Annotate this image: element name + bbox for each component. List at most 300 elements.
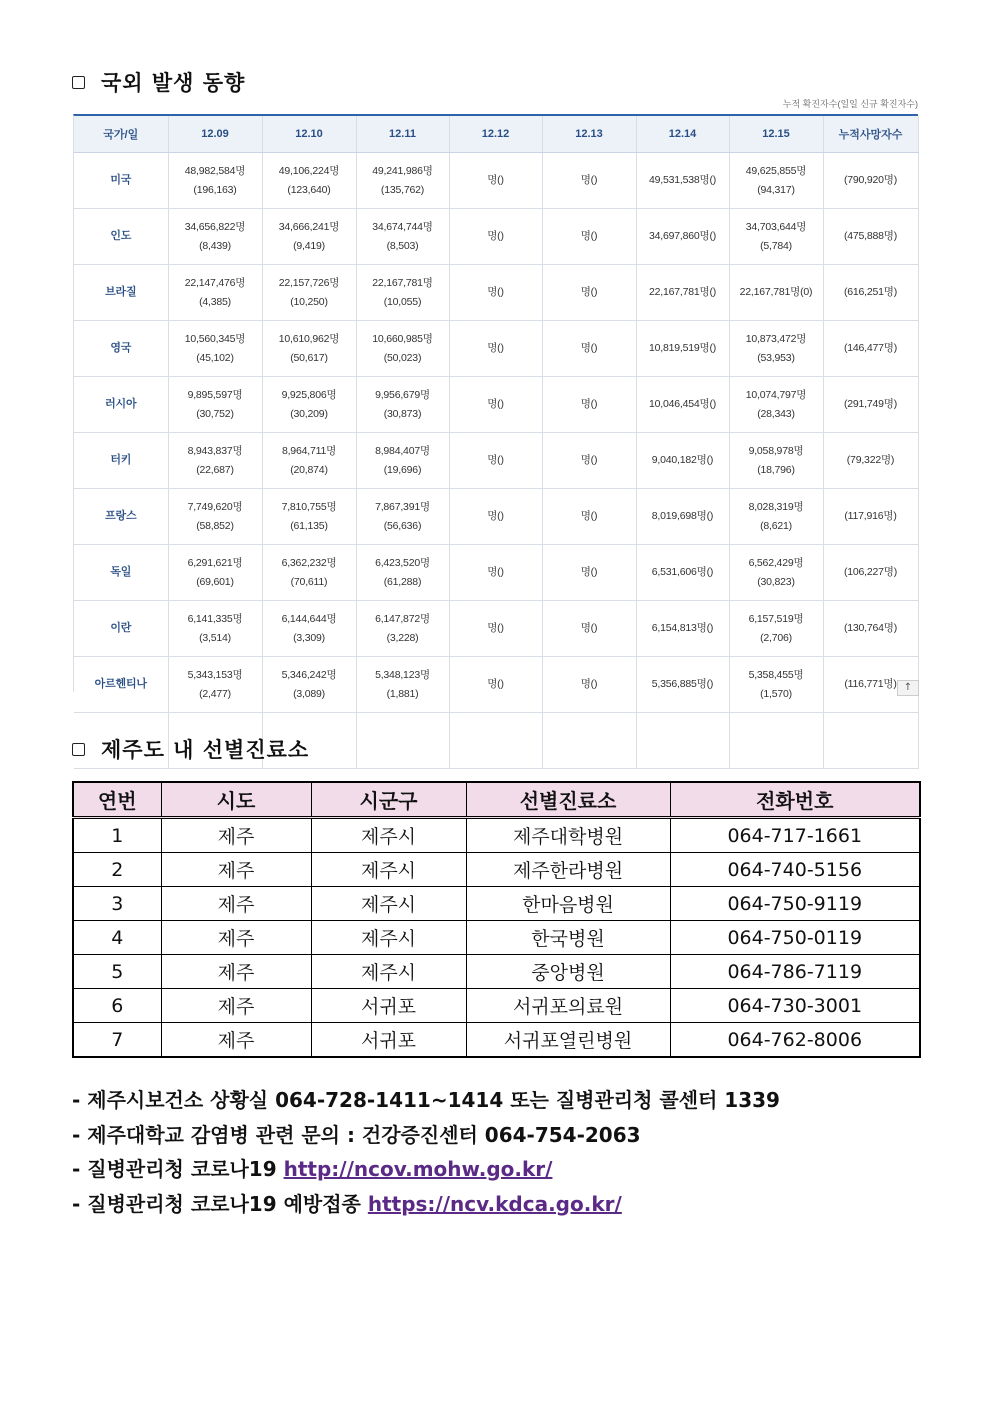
daily-value: (10,055) [383, 295, 422, 308]
cumulative-value: 5,348,123명 [375, 668, 430, 681]
data-cell [542, 545, 636, 601]
cumulative-value: (116,771명) [844, 678, 897, 690]
daily-value: (69,601) [196, 575, 234, 588]
clinics-table [72, 781, 921, 1058]
cumulative-value: 5,346,242명 [281, 668, 337, 681]
province: 제주 [161, 921, 311, 955]
cumulative-value: 9,058,978명 [748, 444, 804, 457]
cumulative-value: 6,144,644명 [281, 612, 337, 625]
cumulative-value: 9,895,597명 [187, 388, 243, 401]
phone-number: 064-750-0119 [670, 921, 920, 955]
daily-value: (3,309) [293, 631, 325, 644]
info-line-vaccine-label: - 질병관리청 코로나19 예방접종 [72, 1192, 368, 1216]
country-cell: 이란 [74, 601, 168, 657]
data-cell [542, 601, 636, 657]
data-cell [823, 713, 918, 769]
cumulative-value: 34,674,744명 [372, 220, 433, 233]
cumulative-value: 8,028,319명 [748, 500, 804, 513]
info-line-ncov-label: - 질병관리청 코로나19 [72, 1157, 284, 1181]
daily-value: (50,617) [290, 351, 328, 364]
country-cell: 미국 [74, 153, 168, 209]
cumulative-value: 8,943,837명 [187, 444, 243, 457]
data-cell [636, 153, 729, 209]
info-line-health-center: - 제주시보건소 상황실 064-728-1411~1414 또는 질병관리청 콜센터 1339 [72, 1088, 780, 1112]
cumulative-value: (117,916명) [844, 510, 897, 522]
data-cell [636, 545, 729, 601]
data-cell [356, 321, 449, 377]
daily-value: (70,611) [290, 575, 328, 588]
cumulative-value: 22,167,781명() [648, 286, 717, 298]
cumulative-value: 5,358,455명 [748, 668, 804, 681]
row-number: 7 [73, 1023, 161, 1058]
data-cell [356, 209, 449, 265]
overseas-heading-text: 국외 발생 동향 [101, 71, 246, 95]
cumulative-value: 명() [580, 622, 598, 634]
city: 제주시 [311, 921, 466, 955]
daily-value: (20,874) [290, 463, 328, 476]
cumulative-value: 10,046,454명() [648, 398, 717, 410]
cumulative-value: 10,074,797명 [745, 388, 807, 401]
cumulative-value: 34,656,822명 [184, 220, 246, 233]
row-number: 1 [73, 818, 161, 853]
column-header: 12.15 [729, 116, 823, 153]
daily-value: (5,784) [760, 239, 792, 252]
row-number: 4 [73, 921, 161, 955]
data-cell [262, 433, 356, 489]
cumulative-value: (79,322명) [846, 454, 895, 466]
table-row [73, 955, 920, 989]
data-cell [636, 209, 729, 265]
country-cell: 터키 [74, 433, 168, 489]
cumulative-value: 명() [487, 678, 504, 690]
data-cell [262, 265, 356, 321]
cumulative-value: 8,984,407명 [375, 444, 430, 457]
overseas-table-container[interactable] [73, 114, 918, 700]
clinic-name: 한국병원 [466, 921, 670, 955]
data-cell [636, 433, 729, 489]
cumulative-value: 명() [487, 342, 504, 354]
data-cell [542, 657, 636, 713]
cumulative-value: (106,227명) [843, 566, 898, 578]
cumulative-value: 10,819,519명() [648, 342, 717, 354]
table-row [74, 153, 918, 209]
clinics-heading-text: 제주도 내 선별진료소 [101, 738, 310, 762]
data-cell [729, 153, 823, 209]
daily-value: (10,250) [290, 295, 328, 308]
data-cell [542, 713, 636, 769]
daily-value: (22,687) [196, 463, 234, 476]
data-cell [449, 377, 542, 433]
row-number: 2 [73, 853, 161, 887]
daily-value: (30,823) [757, 575, 795, 588]
data-cell [823, 377, 918, 433]
cumulative-value: 명() [580, 286, 598, 298]
data-cell [168, 657, 262, 713]
data-cell [823, 433, 918, 489]
clinic-name: 제주한라병원 [466, 853, 670, 887]
daily-value: (30,873) [383, 407, 422, 420]
row-number: 5 [73, 955, 161, 989]
column-header: 12.14 [636, 116, 729, 153]
daily-value: (61,288) [383, 575, 422, 588]
country-cell: 브라질 [74, 265, 168, 321]
data-cell [729, 657, 823, 713]
data-cell [823, 153, 918, 209]
cumulative-value: (130,764명) [843, 622, 898, 634]
cumulative-value: 10,660,985명 [372, 332, 433, 345]
data-cell [262, 657, 356, 713]
table-row [74, 377, 918, 433]
city: 제주시 [311, 853, 466, 887]
cumulative-value: 5,343,153명 [187, 668, 243, 681]
cumulative-value: 5,356,885명() [651, 678, 714, 690]
cumulative-value: 49,531,538명() [648, 174, 717, 186]
clinic-name: 중앙병원 [466, 955, 670, 989]
daily-value: (8,439) [199, 239, 231, 252]
cumulative-value: 22,147,476명 [184, 276, 246, 289]
unit-note: 누적 확진자수(일일 신규 확진자수) [782, 99, 918, 109]
table-row [73, 887, 920, 921]
cumulative-value: 9,956,679명 [375, 388, 430, 401]
country-cell: 인도 [74, 209, 168, 265]
table-row [73, 853, 920, 887]
daily-value: (28,343) [757, 407, 795, 420]
data-cell [636, 601, 729, 657]
scroll-top-button[interactable] [897, 680, 919, 696]
table-row [74, 545, 918, 601]
data-cell [636, 713, 729, 769]
table-row [74, 601, 918, 657]
data-cell [823, 209, 918, 265]
column-header: 시도 [161, 782, 311, 818]
daily-value: (19,696) [383, 463, 422, 476]
cumulative-value: 명() [487, 230, 504, 242]
clinics-header-row [73, 782, 920, 818]
column-header: 선별진료소 [466, 782, 670, 818]
daily-value: (1,570) [760, 687, 792, 700]
data-cell [636, 657, 729, 713]
data-cell [823, 489, 918, 545]
column-header: 시군구 [311, 782, 466, 818]
cumulative-value: 22,157,726명 [278, 276, 340, 289]
data-cell [356, 377, 449, 433]
phone-number: 064-786-7119 [670, 955, 920, 989]
daily-value: (3,514) [199, 631, 231, 644]
data-cell [449, 713, 542, 769]
data-cell [729, 601, 823, 657]
table-row [73, 921, 920, 955]
cumulative-value: 34,697,860명() [648, 230, 717, 242]
data-cell [262, 489, 356, 545]
cumulative-value: 10,873,472명 [745, 332, 807, 345]
daily-value: (123,640) [287, 183, 331, 196]
cumulative-value: 6,141,335명 [187, 612, 243, 625]
data-cell [542, 377, 636, 433]
cumulative-value: (475,888명) [843, 230, 898, 242]
data-cell [542, 209, 636, 265]
clinic-name: 서귀포의료원 [466, 989, 670, 1023]
cumulative-value: 22,167,781명(0) [739, 286, 813, 298]
data-cell [449, 153, 542, 209]
column-header: 연번 [73, 782, 161, 818]
daily-value: (94,317) [757, 183, 795, 196]
cumulative-value: 22,167,781명 [372, 276, 433, 289]
cumulative-value: 명() [487, 622, 504, 634]
data-cell [542, 265, 636, 321]
checkbox-icon [72, 76, 85, 89]
cumulative-value: 6,154,813명() [651, 622, 714, 634]
cumulative-value: 명() [487, 454, 504, 466]
cumulative-value: 명() [580, 230, 598, 242]
cumulative-value: 명() [580, 398, 598, 410]
data-cell [542, 489, 636, 545]
cumulative-value: 6,291,621명 [187, 556, 243, 569]
info-line-university: - 제주대학교 감염병 관련 문의 : 건강증진센터 064-754-2063 [72, 1123, 641, 1147]
clinic-name: 서귀포열린병원 [466, 1023, 670, 1058]
cumulative-value: 명() [580, 678, 598, 690]
cumulative-value: (790,920명) [843, 174, 898, 186]
overseas-header-row [74, 116, 918, 153]
cumulative-value: 6,157,519명 [748, 612, 804, 625]
cumulative-value: (146,477명) [843, 342, 898, 354]
daily-value: (1,881) [386, 687, 419, 700]
data-cell [449, 433, 542, 489]
daily-value: (3,089) [293, 687, 325, 700]
data-cell [823, 321, 918, 377]
province: 제주 [161, 853, 311, 887]
data-cell [449, 265, 542, 321]
row-number: 3 [73, 887, 161, 921]
cumulative-value: 10,610,962명 [278, 332, 340, 345]
data-cell [262, 321, 356, 377]
arrow-up-icon: ↑ [903, 682, 913, 693]
daily-value: (8,621) [760, 519, 792, 532]
data-cell [449, 209, 542, 265]
overseas-heading [72, 67, 245, 97]
data-cell [449, 545, 542, 601]
data-cell [262, 601, 356, 657]
phone-number: 064-740-5156 [670, 853, 920, 887]
province: 제주 [161, 818, 311, 853]
country-cell: 독일 [74, 545, 168, 601]
province: 제주 [161, 989, 311, 1023]
data-cell [636, 321, 729, 377]
table-row [74, 209, 918, 265]
table-row [74, 265, 918, 321]
data-cell [823, 265, 918, 321]
table-row [73, 989, 920, 1023]
data-cell [262, 209, 356, 265]
column-header: 12.12 [449, 116, 542, 153]
data-cell [729, 377, 823, 433]
cumulative-value: 9,040,182명() [651, 454, 714, 466]
table-row [74, 657, 918, 713]
phone-number: 064-762-8006 [670, 1023, 920, 1058]
city: 제주시 [311, 887, 466, 921]
province: 제주 [161, 1023, 311, 1058]
table-row [74, 489, 918, 545]
cumulative-value: 명() [580, 174, 598, 186]
column-header: 12.11 [356, 116, 449, 153]
data-cell [356, 601, 449, 657]
data-cell [168, 433, 262, 489]
checkbox-icon [72, 743, 85, 756]
daily-value: (53,953) [757, 351, 795, 364]
column-header: 누적사망자수 [823, 116, 918, 153]
cumulative-value: 명() [487, 286, 504, 298]
province: 제주 [161, 955, 311, 989]
cumulative-value: 명() [487, 174, 504, 186]
daily-value: (4,385) [199, 295, 231, 308]
data-cell [729, 545, 823, 601]
data-cell [729, 209, 823, 265]
clinics-heading [72, 734, 309, 764]
table-row [73, 818, 920, 853]
phone-number: 064-750-9119 [670, 887, 920, 921]
data-cell [542, 321, 636, 377]
data-cell [729, 265, 823, 321]
daily-value: (8,503) [386, 239, 419, 252]
phone-number: 064-717-1661 [670, 818, 920, 853]
cumulative-value: 10,560,345명 [184, 332, 246, 345]
cumulative-value: 6,562,429명 [748, 556, 804, 569]
cumulative-value: 49,241,986명 [372, 164, 433, 177]
data-cell [356, 433, 449, 489]
data-cell [542, 433, 636, 489]
data-cell [729, 713, 823, 769]
cumulative-value: (616,251명) [843, 286, 898, 298]
clinic-name: 제주대학병원 [466, 818, 670, 853]
cumulative-value: 7,810,755명 [281, 500, 337, 513]
daily-value: (2,477) [199, 687, 231, 700]
overseas-table [74, 116, 919, 769]
table-row [73, 1023, 920, 1058]
data-cell [636, 265, 729, 321]
data-cell [729, 489, 823, 545]
data-cell [168, 377, 262, 433]
data-cell [262, 545, 356, 601]
country-cell: 아르헨티나 [74, 657, 168, 713]
cumulative-value: 34,666,241명 [278, 220, 340, 233]
data-cell [729, 321, 823, 377]
row-number: 6 [73, 989, 161, 1023]
data-cell [356, 489, 449, 545]
data-cell [449, 489, 542, 545]
data-cell [356, 545, 449, 601]
data-cell [262, 377, 356, 433]
cumulative-value: 48,982,584명 [184, 164, 246, 177]
daily-value: (30,209) [290, 407, 328, 420]
daily-value: (135,762) [380, 183, 425, 196]
column-header: 12.13 [542, 116, 636, 153]
data-cell [823, 601, 918, 657]
data-cell [636, 377, 729, 433]
phone-number: 064-730-3001 [670, 989, 920, 1023]
data-cell [729, 433, 823, 489]
city: 서귀포 [311, 1023, 466, 1058]
data-cell [356, 265, 449, 321]
data-cell [449, 601, 542, 657]
city: 제주시 [311, 818, 466, 853]
data-cell [542, 153, 636, 209]
data-cell [356, 713, 449, 769]
cumulative-value: 명() [487, 566, 504, 578]
daily-value: (2,706) [760, 631, 792, 644]
country-cell: 러시아 [74, 377, 168, 433]
cumulative-value: 명() [487, 398, 504, 410]
city: 서귀포 [311, 989, 466, 1023]
cumulative-value: 8,964,711명 [281, 444, 337, 457]
table-row [74, 433, 918, 489]
country-cell: 영국 [74, 321, 168, 377]
daily-value: (50,023) [383, 351, 422, 364]
clinic-name: 한마음병원 [466, 887, 670, 921]
column-header: 12.09 [168, 116, 262, 153]
cumulative-value: 49,106,224명 [278, 164, 340, 177]
data-cell [168, 601, 262, 657]
data-cell [449, 657, 542, 713]
ncv-link[interactable]: https://ncv.kdca.go.kr/ [367, 1192, 622, 1216]
data-cell [823, 545, 918, 601]
data-cell [168, 153, 262, 209]
data-cell [262, 153, 356, 209]
cumulative-value: 명() [580, 566, 598, 578]
data-cell [356, 153, 449, 209]
city: 제주시 [311, 955, 466, 989]
cumulative-value: (291,749명) [843, 398, 898, 410]
data-cell [636, 489, 729, 545]
table-row [74, 321, 918, 377]
country-cell: 프랑스 [74, 489, 168, 545]
data-cell [168, 209, 262, 265]
daily-value: (58,852) [196, 519, 234, 532]
ncov-link[interactable]: http://ncov.mohw.go.kr/ [283, 1157, 553, 1181]
cumulative-value: 명() [580, 342, 598, 354]
province: 제주 [161, 887, 311, 921]
cumulative-value: 34,703,644명 [745, 220, 807, 233]
daily-value: (61,135) [290, 519, 328, 532]
info-line-ncov [72, 1153, 552, 1182]
data-cell [168, 545, 262, 601]
cumulative-value: 6,362,232명 [281, 556, 337, 569]
daily-value: (56,636) [383, 519, 422, 532]
data-cell [168, 321, 262, 377]
daily-value: (3,228) [386, 631, 419, 644]
daily-value: (45,102) [196, 351, 234, 364]
cumulative-value: 49,625,855명 [745, 164, 807, 177]
data-cell [168, 489, 262, 545]
cumulative-value: 8,019,698명() [651, 510, 714, 522]
data-cell [356, 657, 449, 713]
cumulative-value: 명() [580, 510, 598, 522]
column-header: 국가/일 [74, 116, 168, 153]
daily-value: (9,419) [293, 239, 325, 252]
cumulative-value: 9,925,806명 [281, 388, 337, 401]
cumulative-value: 명() [580, 454, 598, 466]
column-header: 전화번호 [670, 782, 920, 818]
daily-value: (30,752) [196, 407, 234, 420]
cumulative-value: 7,867,391명 [375, 500, 430, 513]
cumulative-value: 6,423,520명 [375, 556, 430, 569]
info-line-vaccine [72, 1188, 622, 1217]
cumulative-value: 명() [487, 510, 504, 522]
data-cell [168, 265, 262, 321]
column-header: 12.10 [262, 116, 356, 153]
cumulative-value: 7,749,620명 [187, 500, 243, 513]
daily-value: (196,163) [193, 183, 237, 196]
data-cell [449, 321, 542, 377]
cumulative-value: 6,147,872명 [375, 612, 430, 625]
